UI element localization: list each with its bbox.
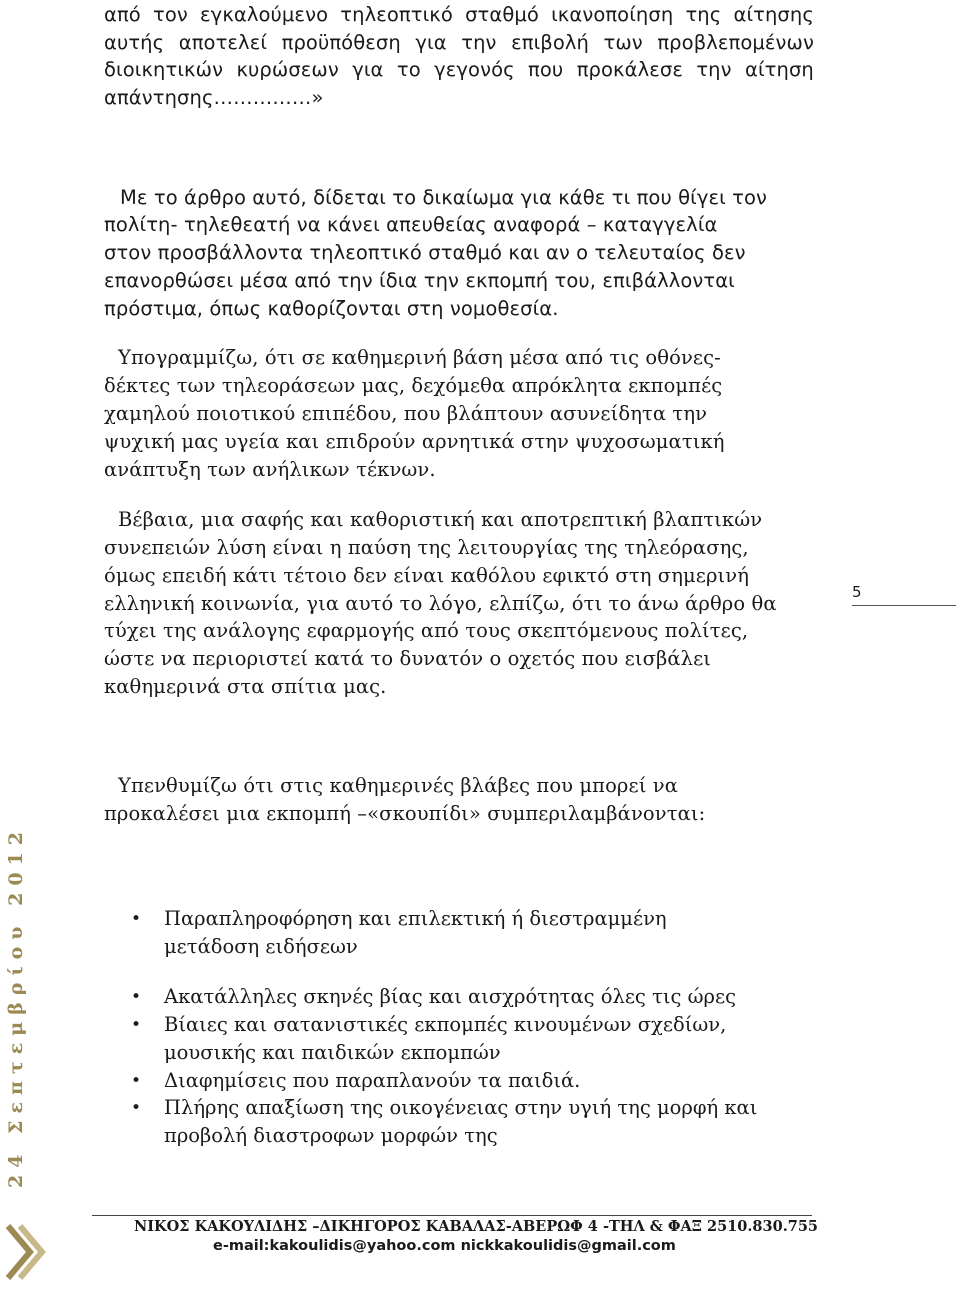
page-number-rule bbox=[852, 605, 956, 606]
para2-line-2: πολίτη- τηλεθεατή να κάνει απευθείας αναφορά – καταγγελία bbox=[104, 213, 718, 236]
para3-line-3: χαμηλού ποιοτικού επιπέδου, που βλάπτουν ασυνείδητα την bbox=[104, 402, 708, 425]
para4-line-4: ελληνική κοινωνία, για αυτό το λόγο, ελπίζω, ότι το άνω άρθρο θα bbox=[104, 592, 777, 615]
bullet-2-line-1: Ακατάλληλες σκηνές βίας και αισχρότητας όλες τις ώρες bbox=[164, 985, 736, 1008]
bullet-5-line-2: προβολή διαστροφων μορφών της bbox=[164, 1124, 498, 1147]
para4-line-1: Βέβαια, μια σαφής και καθοριστική και αποτρεπτική βλαπτικών bbox=[118, 508, 763, 531]
para1-line-4: απάντησης……………» bbox=[104, 86, 324, 109]
bullet-5-line-1: Πλήρης απαξίωση της οικογένειας στην υγιή της μορφή και bbox=[164, 1096, 758, 1119]
para1-line-1: από τον εγκαλούμενο τηλεοπτικό σταθμό ικανοποίηση της αίτησης bbox=[104, 3, 814, 26]
para4-line-7: καθημερινά στα σπίτια μας. bbox=[104, 675, 387, 698]
para2-line-4: επανορθώσει μέσα από την ίδια την εκπομπή του, επιβάλλονται bbox=[104, 269, 735, 292]
page-number: 5 bbox=[852, 583, 862, 601]
para5-line-1: Υπενθυμίζω ότι στις καθημερινές βλάβες που μπορεί να bbox=[118, 774, 678, 797]
para4-line-3: όμως επειδή κάτι τέτοιο δεν είναι καθόλου εφικτό στη σημερινή bbox=[104, 564, 750, 587]
bullet-icon: • bbox=[131, 1098, 142, 1118]
bullet-4-line-1: Διαφημίσεις που παραπλανούν τα παιδιά. bbox=[164, 1069, 581, 1092]
chevron-decoration-icon bbox=[2, 1222, 46, 1284]
para4-line-6: ώστε να περιοριστεί κατά το δυνατόν ο οχετός που εισβάλει bbox=[104, 647, 712, 670]
bullet-3-line-1: Βίαιες και σατανιστικές εκπομπές κινουμένων σχεδίων, bbox=[164, 1013, 727, 1036]
para2-line-5: πρόστιμα, όπως καθορίζονται στη νομοθεσία. bbox=[104, 297, 559, 320]
bullet-1-line-1: Παραπληροφόρηση και επιλεκτική ή διεστραμμένη bbox=[164, 907, 667, 930]
bullet-icon: • bbox=[131, 1015, 142, 1035]
footer-rule bbox=[92, 1215, 812, 1216]
side-date: 24 Σεπτεμβρίου 2012 bbox=[5, 825, 27, 1188]
bullet-3-line-2: μουσικής και παιδικών εκπομπών bbox=[164, 1041, 501, 1064]
bullet-icon: • bbox=[131, 1071, 142, 1091]
para4-line-5: τύχει της ανάλογης εφαρμογής από τους σκεπτόμενους πολίτες, bbox=[104, 619, 749, 642]
para3-line-2: δέκτες των τηλεοράσεων μας, δεχόμεθα απρόκλητα εκπομπές bbox=[104, 374, 723, 397]
bullet-icon: • bbox=[131, 909, 142, 929]
para3-line-4: ψυχική μας υγεία και επιδρούν αρνητικά στην ψυχοσωματική bbox=[104, 430, 725, 453]
para3-line-5: ανάπτυξη των ανήλικων τέκνων. bbox=[104, 458, 436, 481]
footer-email-line: e-mail:kakoulidis@yahoo.com nickkakoulidis@gmail.com bbox=[213, 1238, 676, 1254]
bullet-1-line-2: μετάδοση ειδήσεων bbox=[164, 935, 358, 958]
para1-line-2: αυτής αποτελεί προϋπόθεση για την επιβολή των προβλεπομένων bbox=[104, 31, 814, 54]
para1-line-3: διοικητικών κυρώσεων για το γεγονός που προκάλεσε την αίτηση bbox=[104, 58, 814, 81]
para5-line-2: προκαλέσει μια εκπομπή –«σκουπίδι» συμπεριλαμβάνονται: bbox=[104, 802, 706, 825]
bullet-icon: • bbox=[131, 987, 142, 1007]
para2-line-3: στον προσβάλλοντα τηλεοπτικό σταθμό και αν ο τελευταίος δεν bbox=[104, 241, 746, 264]
para2-line-1: Με το άρθρο αυτό, δίδεται το δικαίωμα για κάθε τι που θίγει τον bbox=[120, 186, 767, 209]
para4-line-2: συνεπειών λύση είναι η παύση της λειτουργίας της τηλεόρασης, bbox=[104, 536, 749, 559]
para3-line-1: Υπογραμμίζω, ότι σε καθημερινή βάση μέσα από τις οθόνες- bbox=[118, 346, 721, 369]
footer-contact-line: ΝΙΚΟΣ ΚΑΚΟΥΛΙΔΗΣ –ΔΙΚΗΓΟΡΟΣ ΚΑΒΑΛΑΣ-ΑΒΕΡΩΦ 4 -ΤΗΛ & ΦΑΞ 2510.830.755 bbox=[134, 1218, 819, 1235]
